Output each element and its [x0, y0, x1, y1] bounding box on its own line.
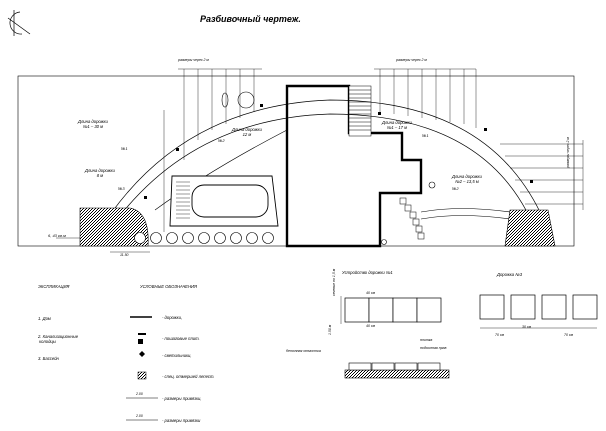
path-1-label: Длина дорожки №1 – 30 м — [78, 119, 108, 129]
stepped-pavers — [400, 198, 424, 239]
paving-grid — [341, 296, 441, 324]
paving-section — [345, 363, 449, 378]
legend-item-6: - размеры привязки — [162, 418, 201, 423]
path-3-label: Длина дорожки №1 – 17 м — [382, 120, 412, 130]
path-5-label: Длина дорожки 8 м — [85, 168, 115, 178]
device-1-heading: Устройство дорожки №1 — [342, 270, 393, 275]
legend-item-4: - спец. отмершей лепест. — [162, 374, 215, 379]
legend-dim-b: 2.00 — [136, 414, 143, 418]
dim-label-top-left: размеры через 2 м — [178, 58, 209, 62]
compass-icon — [8, 10, 30, 36]
hatched-area-right — [505, 210, 555, 246]
dim-label-top-right: размеры через 2 м — [396, 58, 427, 62]
area-label: 6, 43 кв.м — [48, 233, 66, 238]
dimension-lines-top-left — [178, 69, 262, 160]
device-1-label-b: плитка — [420, 338, 433, 342]
path3-tiles — [480, 295, 597, 328]
path-no-2b: №2 — [452, 186, 459, 191]
legend-item-3: - светильники, — [162, 353, 192, 358]
device-1-label-c: подсыпная прав — [420, 346, 447, 350]
stairs — [349, 86, 371, 136]
bottom-dim-label: 11.50 — [120, 253, 129, 257]
stepping-stones — [135, 233, 274, 244]
drawing-title: Разбивочный чертеж. — [200, 14, 301, 24]
explication-item-1: 1. Дом — [38, 316, 51, 321]
dim-label-right: размеры через 2 м — [566, 137, 570, 168]
path-no-1b: №1 — [422, 133, 429, 138]
explication-item-2: 2. Канализационные колодцы — [38, 334, 79, 344]
path-right-b — [421, 216, 510, 220]
device-1-left-dim: сечение по 1,5 м — [332, 268, 336, 296]
legend-heading: УСЛОВНЫЕ ОБОЗНАЧЕНИЯ — [140, 284, 197, 289]
pool — [170, 176, 278, 226]
path-right — [421, 209, 510, 213]
legend-item-1: - дорожки, — [162, 315, 183, 320]
device-3-heading: Дорожка №3 — [497, 272, 523, 277]
device-3-dim-a: 70 см — [495, 333, 505, 337]
dimension-lines-right — [500, 140, 583, 210]
device-1-label-a: бетонная отмостка — [286, 349, 321, 353]
legend-item-2: - пошаговые плит. — [162, 336, 200, 341]
path-no-2a: №2 — [218, 138, 225, 143]
device-3-dim-b: 30 см — [522, 325, 532, 329]
device-1-bottom-dim: 40 см — [366, 324, 376, 328]
legend-dim-a: 2.00 — [136, 392, 143, 396]
legend-symbols — [126, 317, 158, 420]
path-no-1a: №1 — [121, 146, 128, 151]
device-1-side-dim: 1.50 м — [328, 324, 332, 335]
legend-item-5: - размеры привязки, — [162, 396, 202, 401]
path-4-label: Длина дорожки №2 – 13,5 м — [452, 174, 482, 184]
path-2-label: Длина дорожки 12 м — [232, 127, 262, 137]
device-3-dim-c: 70 см — [564, 333, 574, 337]
device-1-top-dim: 40 см — [366, 291, 376, 295]
explication-heading: ЭКСПЛИКАЦИЯ — [38, 284, 70, 289]
explication-item-3: 3. Бассейн — [38, 356, 59, 361]
path-no-3: №3 — [118, 186, 125, 191]
